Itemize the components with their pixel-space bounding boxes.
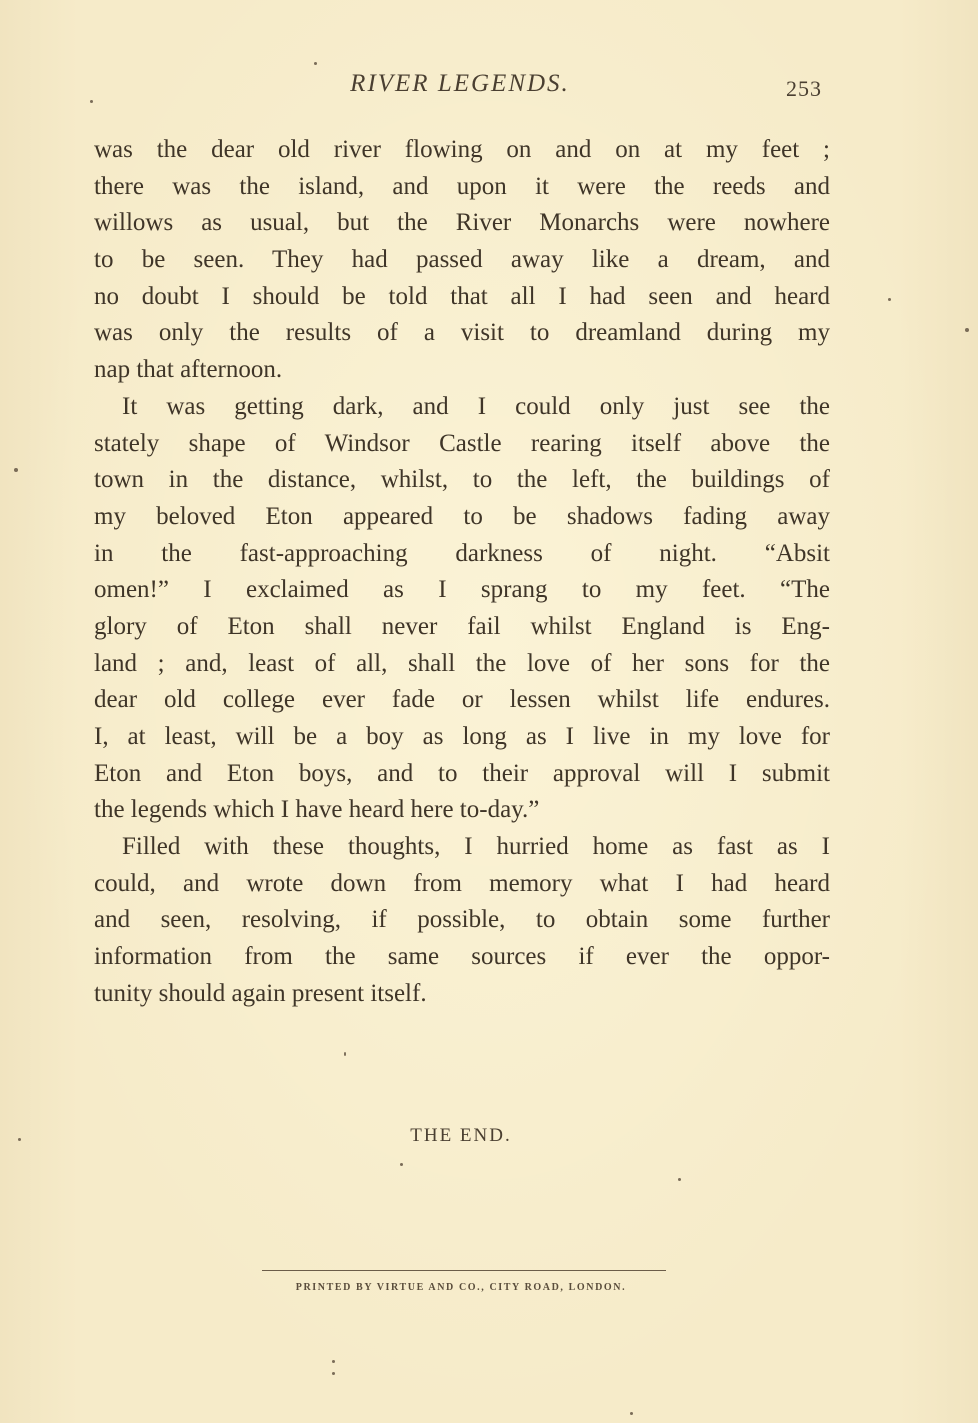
text-line: Filled with these thoughts, I hurried home as fast as I xyxy=(122,833,830,861)
text-line: It was getting dark, and I could only just see the xyxy=(122,392,830,420)
running-head xyxy=(0,70,978,106)
paper-speck xyxy=(18,1138,21,1141)
paper-speck xyxy=(332,1372,335,1375)
paper-speck xyxy=(400,1163,403,1166)
text-line: town in the distance, whilst, to the left, the buildings of xyxy=(94,466,830,494)
the-end-heading: THE END. xyxy=(410,1125,512,1146)
text-line: there was the island, and upon it were the reeds and xyxy=(94,172,830,200)
paper-speck xyxy=(678,1178,681,1181)
text-line: I, at least, will be a boy as long as I live in my love for xyxy=(94,723,830,750)
text-line: could, and wrote down from memory what I had heard xyxy=(94,869,830,897)
running-title: RIVER LEGENDS. xyxy=(350,70,570,97)
footer-rule xyxy=(262,1270,666,1271)
paper-speck xyxy=(314,62,317,65)
paper-speck xyxy=(888,298,891,301)
paper-speck xyxy=(90,100,93,103)
text-line: was the dear old river flowing on and on at my feet ; xyxy=(94,136,830,163)
text-line: in the fast-approaching darkness of night. “Absit xyxy=(94,539,830,567)
text-line: my beloved Eton appeared to be shadows fading away xyxy=(94,502,830,530)
page-number: 253 xyxy=(786,76,822,101)
text-line: the legends which I have heard here to-day.” xyxy=(94,796,540,824)
text-line: information from the same sources if ever the oppor- xyxy=(94,943,830,971)
text-line: Eton and Eton boys, and to their approval will I submit xyxy=(94,759,830,787)
text-line: omen!” I exclaimed as I sprang to my feet. “The xyxy=(94,576,830,604)
text-line: and seen, resolving, if possible, to obtain some further xyxy=(94,906,830,934)
text-line: glory of Eton shall never fail whilst England is Eng- xyxy=(94,612,830,640)
text-line: to be seen. They had passed away like a dream, and xyxy=(94,246,830,274)
text-line: no doubt I should be told that all I had seen and heard xyxy=(94,282,830,310)
text-line: nap that afternoon. xyxy=(94,356,283,384)
text-line: willows as usual, but the River Monarchs were nowhere xyxy=(94,209,830,237)
text-line: land ; and, least of all, shall the love of her sons for the xyxy=(94,649,830,677)
paper-speck xyxy=(965,328,969,332)
text-line: was only the results of a visit to dreamland during my xyxy=(94,319,830,347)
paper-speck xyxy=(630,1412,633,1415)
paper-speck xyxy=(344,1052,346,1056)
paper-speck xyxy=(332,1360,335,1363)
text-line: tunity should again present itself. xyxy=(94,979,427,1007)
printer-imprint: PRINTED BY VIRTUE AND CO., CITY ROAD, LONDON. xyxy=(295,1282,627,1293)
text-line: dear old college ever fade or lessen whilst life endures. xyxy=(94,686,830,714)
paper-speck xyxy=(14,468,18,472)
text-line: stately shape of Windsor Castle rearing itself above the xyxy=(94,429,830,457)
body-text xyxy=(94,132,830,1013)
